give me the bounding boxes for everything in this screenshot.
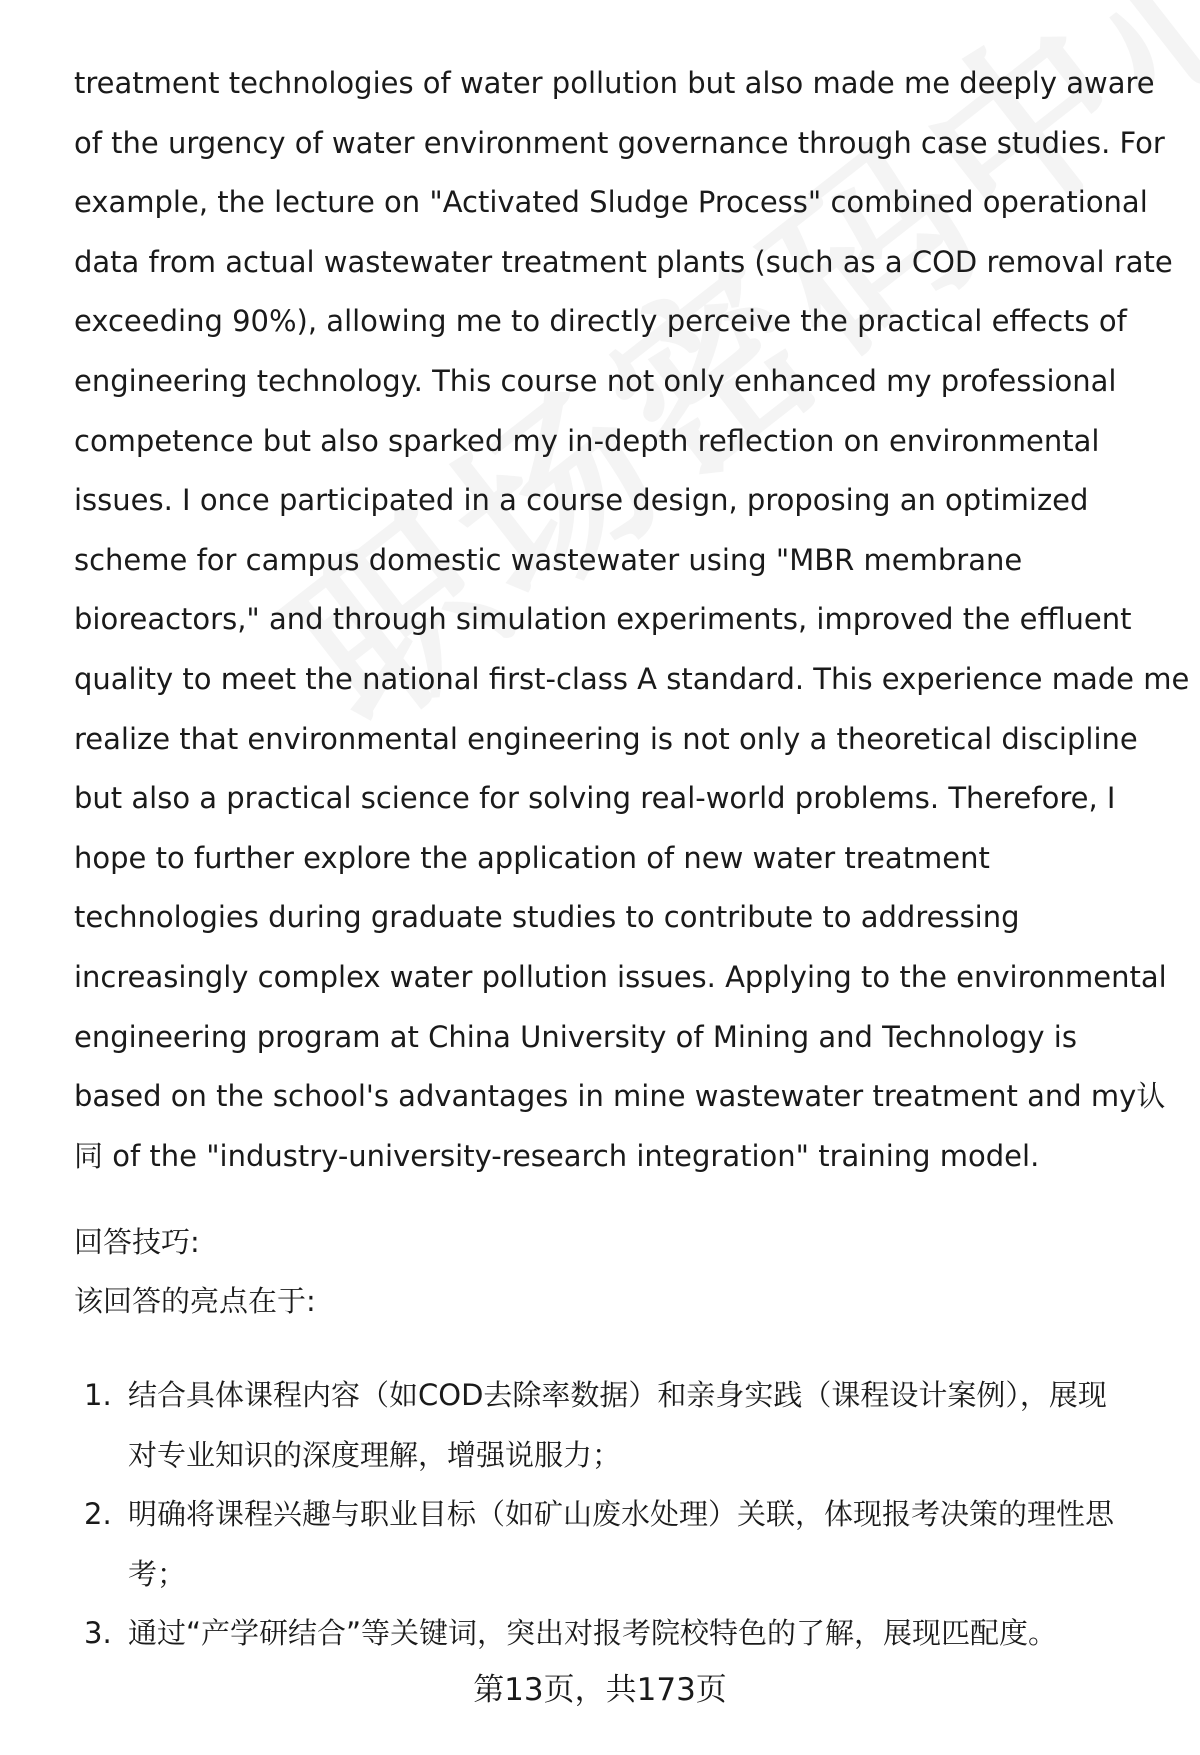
list-number: 1. — [84, 1378, 112, 1412]
paragraph-line: treatment technologies of water pollution but also made me deeply aware — [74, 66, 1155, 100]
paragraph-line: quality to meet the national first-class A standard. This experience made me — [74, 661, 1190, 696]
list-item-line: 通过“产学研结合”等关键词，突出对报考院校特色的了解，展现匹配度。 — [128, 1616, 1058, 1651]
list-item-line: 考； — [128, 1556, 187, 1591]
paragraph-line: realize that environmental engineering is not only a theoretical discipline — [74, 721, 1138, 756]
paragraph-line: issues. I once participated in a course design, proposing an optimized — [74, 483, 1089, 518]
answer-paragraph — [74, 54, 1190, 1186]
paragraph-line: engineering technology. This course not only enhanced my professional — [74, 363, 1117, 398]
tips-list-item — [74, 1485, 1164, 1604]
list-item-line: 对专业知识的深度理解，增强说服力； — [128, 1437, 622, 1472]
paragraph-line: bioreactors," and through simulation experiments, improved the effluent — [74, 602, 1132, 637]
paragraph-line: hope to further explore the application of new water treatment — [74, 840, 990, 875]
paragraph-line: but also a practical science for solving real-world problems. Therefore, I — [74, 781, 1116, 816]
list-number: 3. — [84, 1616, 112, 1651]
tips-title: 回答技巧: — [74, 1225, 200, 1259]
paragraph-line: of the urgency of water environment governance through case studies. For — [74, 125, 1165, 160]
paragraph-line: increasingly complex water pollution issues. Applying to the environmental — [74, 959, 1167, 994]
page-number-footer: 第13页，共173页 — [473, 1672, 727, 1708]
list-number: 2. — [84, 1497, 112, 1532]
tips-list-item — [74, 1366, 1164, 1485]
list-item-line: 明确将课程兴趣与职业目标（如矿山废水处理）关联，体现报考决策的理性思 — [128, 1497, 1115, 1532]
paragraph-line: 同 of the "industry-university-research integration" training model. — [74, 1138, 1040, 1173]
tips-list-item — [74, 1604, 1164, 1664]
paragraph-line: data from actual wastewater treatment plants (such as a COD removal rate — [74, 244, 1173, 279]
paragraph-line: example, the lecture on "Activated Sludge Process" combined operational — [74, 185, 1148, 220]
paragraph-line: engineering program at China University of Mining and Technology is — [74, 1019, 1077, 1054]
paragraph-line: technologies during graduate studies to contribute to addressing — [74, 900, 1020, 935]
paragraph-line: exceeding 90%), allowing me to directly perceive the practical effects of — [74, 304, 1127, 339]
paragraph-line: scheme for campus domestic wastewater using "MBR membrane — [74, 542, 1023, 577]
tips-intro: 该回答的亮点在于: — [74, 1284, 316, 1318]
paragraph-line: competence but also sparked my in-depth reflection on environmental — [74, 423, 1100, 458]
tips-list — [74, 1366, 1164, 1664]
paragraph-line: based on the school's advantages in mine wastewater treatment and my认 — [74, 1079, 1166, 1114]
list-item-line: 结合具体课程内容（如COD去除率数据）和亲身实践（课程设计案例），展现 — [128, 1378, 1107, 1412]
